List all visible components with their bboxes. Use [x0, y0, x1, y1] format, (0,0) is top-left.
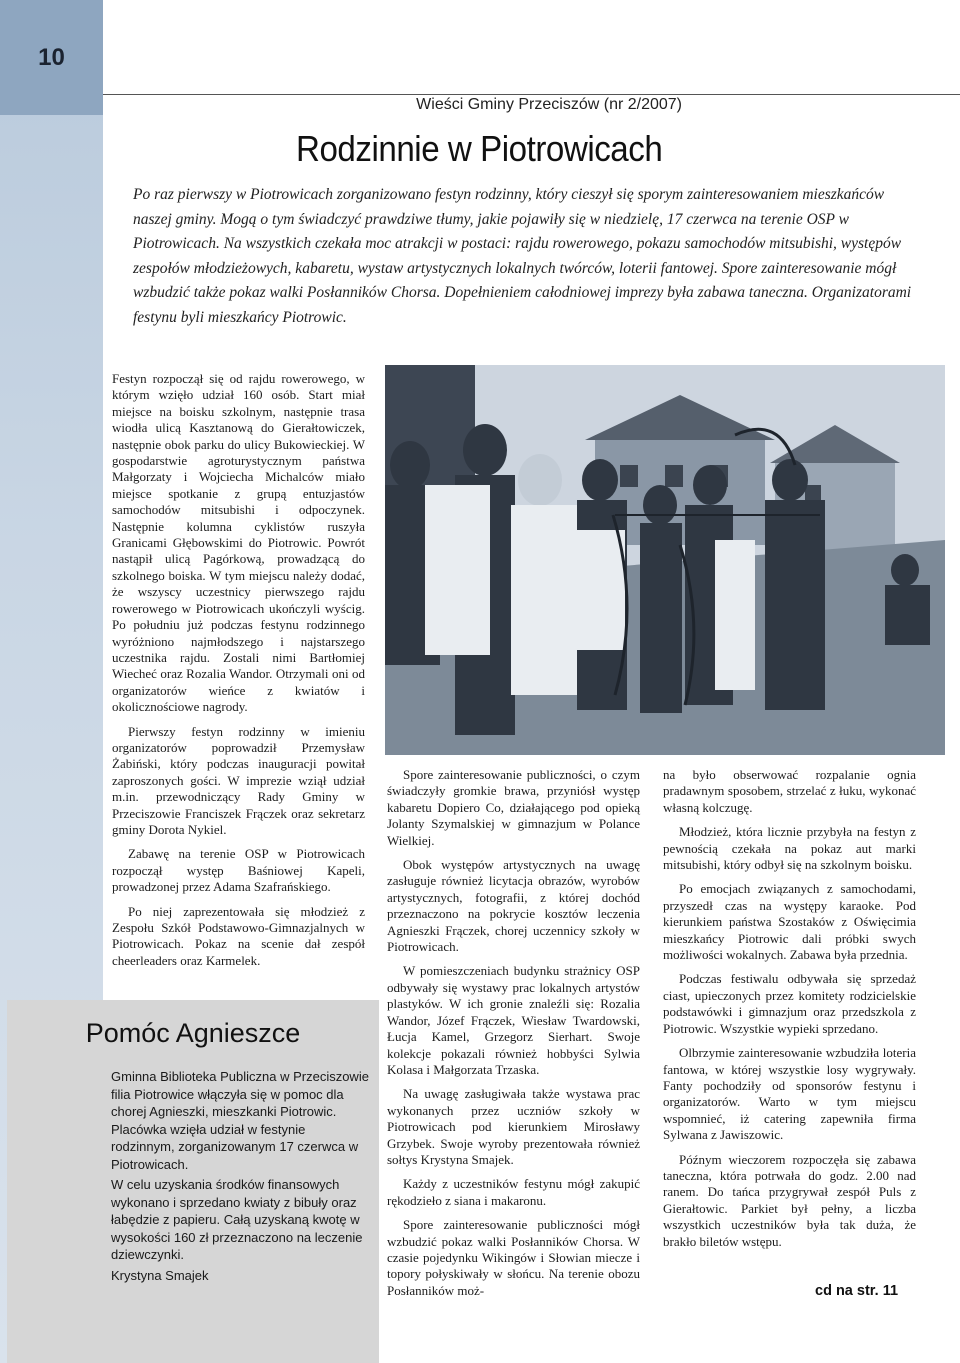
header-divider — [103, 94, 960, 95]
paragraph: Obok występów artystycznych na uwagę zasługuje również licytacja obrazów, wyrobów artystycznych, fotografii, z której dochód przeznaczono na pokrycie kosztów leczenia Agnieszki Frączek, chorej uczennicy szkoły w Piotrowicach. — [387, 857, 640, 955]
paragraph: Spore zainteresowanie publiczności mógł wzbudzić pokaz walki Posłanników Chorsa. W czasie pojedynku Wikingów i Słowian miecze i topory połyskiwały w słońcu. Na terenie obozu Posłanników moż- — [387, 1217, 640, 1298]
paragraph: Festyn rozpoczął się od rajdu rowerowego, w którym wzięło udział 160 osób. Start miał miejsce na boisku szkolnym, następnie trasa wiodła ulicą Kasztanową do Gierałtowiczek, następnie obok parku do ulicy Bukowieckiej. W gospodarstwie agroturystycznym państwa Małgorzaty i Wojciecha Michalców miało miejsce spotkanie z grupą entuzjastów samochodów mitsubishi i odpoczynek. Następnie kolumna cyklistów ruszyła Granicami Głębowskimi do Piotrowic. Powrót nastąpił ulicą Pagórkową, prowadzącą do szkolnego boiska. W tym miejscu należy dodać, że wszyscy uczestnicy pierwszego rajdu rowerowego w Piotrowicach ukończyli wyścig. Po południu już podczas festynu rodzinnego wyróżniono najmłodszego i najstarszego uczestnika rajdu. Zostali nimi Bartłomiej Wiecheć oraz Rozalia Wandor. Otrzymali oni od organizatorów wieńce z kwiatów i okolicznościowe nagrody. — [112, 371, 365, 715]
sidebar-paragraph: W celu uzyskania środków finansowych wykonano i sprzedano kwiaty z bibuły oraz łabędzie z papieru. Całą uzyskaną kwotę w wysokości 160 zł przeznaczono na leczenie dziewczynki. — [111, 1177, 363, 1262]
paragraph: Spore zainteresowanie publiczności, o czym świadczyły gromkie brawa, przyniósł występ kabaretu Dopiero Co, działającego pod opieką Jolanty Szymalskiej w gimnazjum w Polance Wielkiej. — [387, 767, 640, 848]
sidebar-box — [7, 1000, 379, 1363]
paragraph: Każdy z uczestników festynu mógł zakupić rękodzieło z siana i makaronu. — [387, 1176, 640, 1208]
paragraph: na było obserwować rozpalanie ognia pradawnym sposobem, strzelać z łuku, wykonać własną kolczugę. — [663, 767, 916, 815]
column-2 — [387, 767, 640, 1307]
sidebar-paragraph: Gminna Biblioteka Publiczna w Przeciszowie filia Piotrowice włączyła się w pomoc dla chorej Agnieszki, mieszkanki Piotrowic. Placówka wzięła udział w festynie rodzinnym, zorganizowanym 17 czerwca w Piotrowicach. — [111, 1069, 369, 1172]
paragraph: Po emocjach związanych z samochodami, przyszedł czas na występy karaoke. Pod kierunkiem państwa Szostaków z Oświęcimia mieszkańcy Piotrowic dali próbki swych możliwości wokalnych. Zabawa była przednia. — [663, 881, 916, 963]
sidebar-body — [111, 1068, 369, 1287]
paragraph: Młodzież, która licznie przybyła na festyn z pewnością czekała na pokaz aut marki mitsubishi, który odbył się na szkolnym boisku. — [663, 824, 916, 873]
paragraph: Po niej zaprezentowała się młodzież z Zespołu Szkół Podstawowo-Gimnazjalnych w Piotrowicach. Pokaz na scenie dał zespół cheerleaders oraz Karmelek. — [112, 903, 365, 968]
page-number: 10 — [0, 0, 103, 115]
sidebar-title: Pomóc Agnieszce — [85, 1018, 301, 1048]
paragraph: Podczas festiwalu odbywała się sprzedaż ciast, upieczonych przez komitety rodzicielskie podstawówki i gimnazjum oraz przedszkola z Piotrowic. Wszystkie wypieki sprzedano. — [663, 971, 916, 1036]
continued-note: cd na str. 11 — [815, 1283, 899, 1299]
column-3 — [663, 767, 916, 1258]
paragraph: Olbrzymie zainteresowanie wzbudziła loteria fantowa, w której wszystkie losy wygrywały. Fanty pochodziły od sponsorów festynu i organizatorów. Warto w tym miejscu wspomnieć, iż catering zapewniła firma Sylwana z Jawiszowic. — [663, 1045, 916, 1143]
sidebar-author: Krystyna Smajek — [111, 1267, 209, 1283]
issue-title: Wieści Gminy Przeciszów (nr 2/2007) — [416, 96, 682, 113]
paragraph: Zabawę na terenie OSP w Piotrowicach rozpoczął występ Baśniowej Kapeli, prowadzonej przez Adama Szafrańskiego. — [112, 846, 365, 895]
article-lead: Po raz pierwszy w Piotrowicach zorganizowano festyn rodzinny, który cieszył się sporym zainteresowaniem mieszkańców naszej gminy. Mogą o tym świadczyć prawdziwe tłumy, jakie pojawiły się w niedzielę, 17 czerwca na terenie OSP w Piotrowicach. Na wszystkich czekała moc atrakcji w postaci: rajdu rowerowego, pokazu samochodów mitsubishi, występów zespołów młodzieżowych, kabaretu, wystaw artystycznych lokalnych twórców, loterii fantowej. Spore zainteresowanie mógł wzbudzić także pokaz walki Posłanników Chorsa. Dopełnieniem całodniowej imprezy była zabawa taneczna. Organizatorami festynu byli mieszkańcy Piotrowic. — [133, 186, 912, 326]
paragraph: Późnym wieczorem rozpoczęła się zabawa taneczna, która potrwała do godz. 2.00 nad ranem. Do tańca przygrywał zespół Puls z Gierałtowic. Parkiet był pełny, a liczba wszystkich uczestników była tak duża, że brakło biletów wstępu. — [663, 1151, 916, 1249]
photo-illustration — [385, 365, 945, 755]
paragraph: Na uwagę zasługiwała także wystawa prac wykonanych przez uczniów szkoły w Piotrowicach pod kierunkiem Mirosławy Grzybek. Swoje wyroby prezentowała również sołtys Krystyna Smajek. — [387, 1086, 640, 1167]
paragraph: W pomieszczeniach budynku strażnicy OSP odbywały się wystawy prac lokalnych artystów plastyków. W ich gronie znaleźli się: Rozalia Wandor, Józef Frączek, Wiesław Twardowski, Łucja Kamel, Grzegorz Sierhart. Swoje kolekcje pokazali również hobbyści Sylwia Kolasa i Małgorzata Trzaska. — [387, 963, 640, 1077]
paragraph: Pierwszy festyn rodzinny w imieniu organizatorów poprowadził Przemysław Żabiński, który podczas inauguracji powitał zaproszonych gości. W imprezie wziął udział m.in. przewodniczący Rady Gminy w Przeciszowie Franciszek Frączek oraz sekretarz gminy Dorota Nykiel. — [112, 723, 365, 837]
column-1 — [112, 371, 365, 977]
article-title: Rodzinnie w Piotrowicach — [296, 128, 663, 169]
festival-photo — [385, 365, 945, 755]
